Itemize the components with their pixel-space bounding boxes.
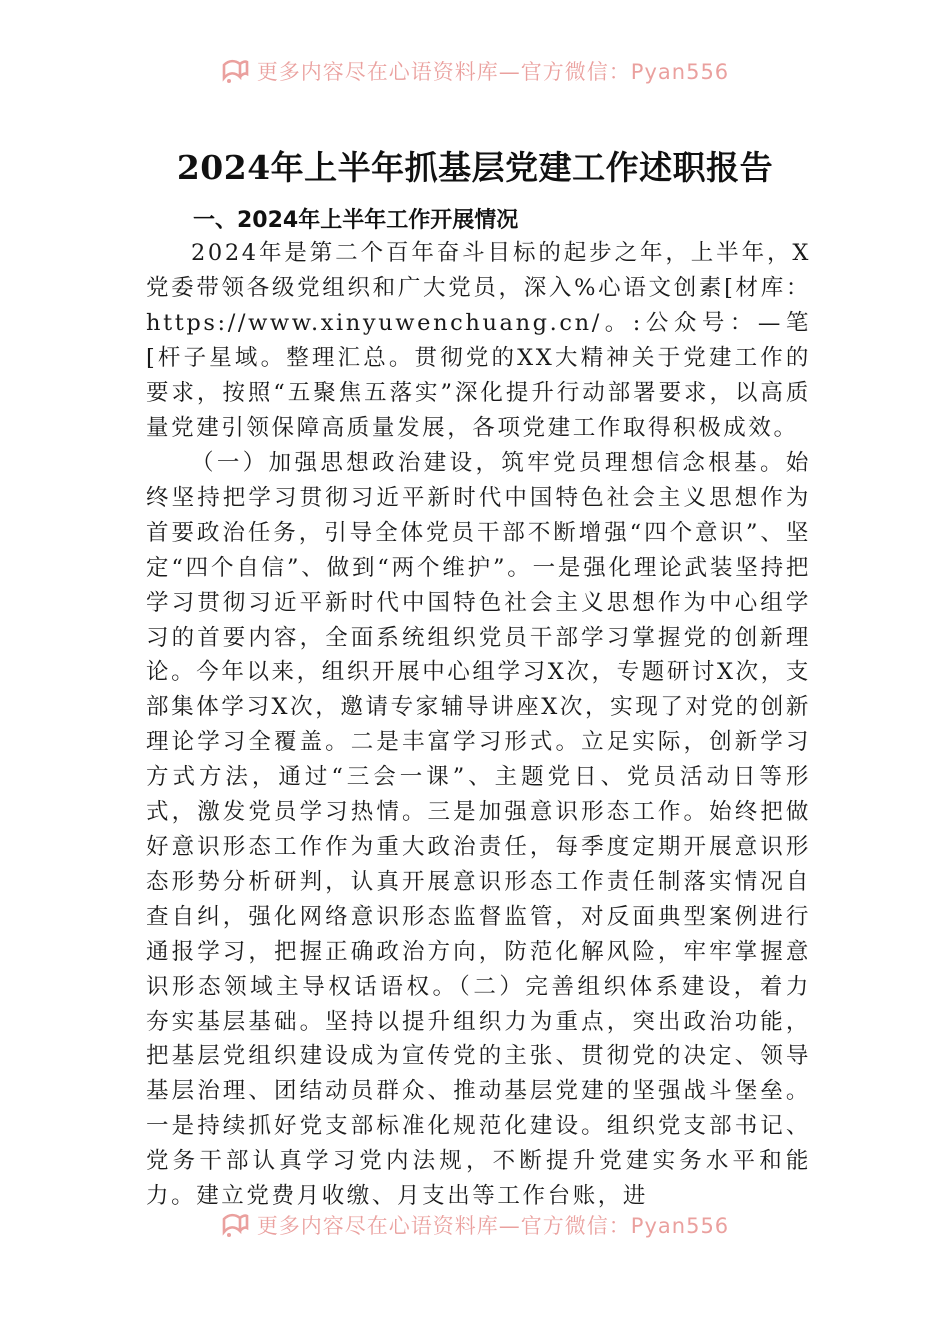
watermark-text: 更多内容尽在心语资料库—官方微信：Pyan556 xyxy=(256,60,730,84)
watermark-text: 更多内容尽在心语资料库—官方微信：Pyan556 xyxy=(256,1214,730,1238)
watermark-footer xyxy=(0,1208,950,1242)
book-logo-icon xyxy=(221,58,249,84)
section-heading: 一、2024年上半年工作开展情况 xyxy=(193,208,519,233)
body-paragraph-intro: 2024年是第二个百年奋斗目标的起步之年，上半年，X党委带领各级党组织和广大党员，深入%心语文创素[材库：https://www.xinyuwenchuang.cn/。:公众号：—笔[杆子星域。整理汇总。贯彻党的XX大精神关于党建工作的要求，按照“五聚焦五落实”深化提升行动部署要求，以高质量党建引领保障高质量发展，各项党建工作取得积极成效。 xyxy=(146,240,811,441)
watermark-header xyxy=(0,54,950,88)
book-logo-icon xyxy=(221,1212,249,1238)
body-paragraph-main: （一）加强思想政治建设，筑牢党员理想信念根基。始终坚持把学习贯彻习近平新时代中国特色社会主义思想作为首要政治任务，引导全体党员干部不断增强“四个意识”、坚定“四个自信”、做到“两个维护”。一是强化理论武装坚持把学习贯彻习近平新时代中国特色社会主义思想作为中心组学习的首要内容，全面系统组织党员干部学习掌握党的创新理论。今年以来，组织开展中心组学习X次，专题研讨X次，支部集体学习X次，邀请专家辅导讲座X次，实现了对党的创新理论学习全覆盖。二是丰富学习形式。立足实际，创新学习方式方法，通过“三会一课”、主题党日、党员活动日等形式，激发党员学习热情。三是加强意识形态工作。始终把做好意识形态工作作为重大政治责任，每季度定期开展意识形态形势分析研判，认真开展意识形态工作责任制落实情况自查自纠，强化网络意识形态监督监管，对反面典型案例进行通报学习，把握正确政治方向，防范化解风险，牢牢掌握意识形态领域主导权话语权。（二）完善组织体系建设，着力夯实基层基础。坚持以提升组织力为重点，突出政治功能，把基层党组织建设成为宣传党的主张、贯彻党的决定、领导基层治理、团结动员群众、推动基层党建的坚强战斗堡垒。一是持续抓好党支部标准化规范化建设。组织党支部书记、党务干部认真学习党内法规，不断提升党建实务水平和能力。建立党费月收缴、月支出等工作台账，进 xyxy=(146,450,811,1210)
document-title: 2024年上半年抓基层党建工作述职报告 xyxy=(176,148,774,187)
